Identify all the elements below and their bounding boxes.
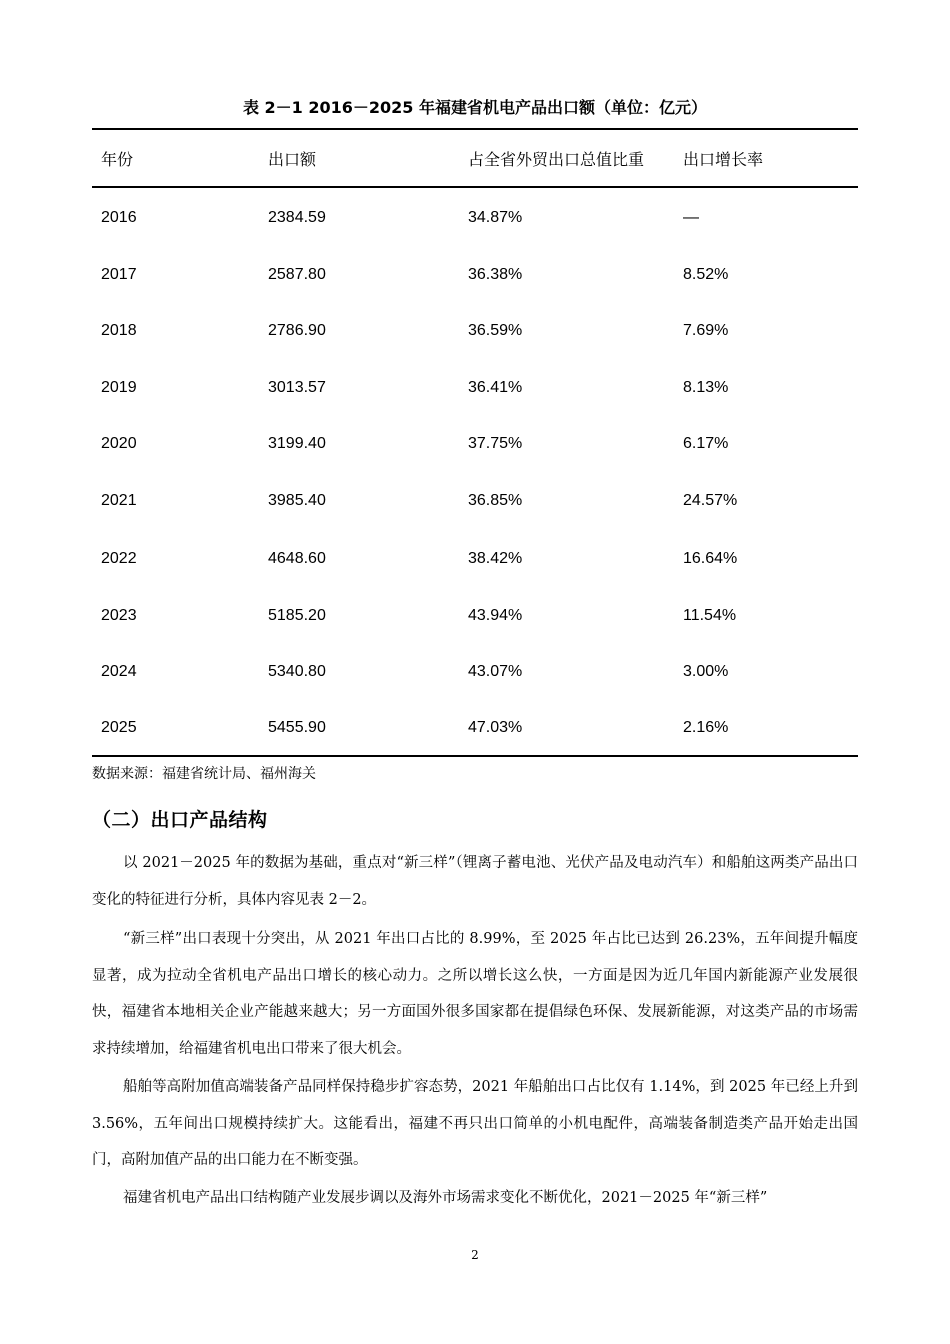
cell-export-value: 5455.90 [268,700,468,756]
header-export-value: 出口额 [268,129,468,187]
body-paragraph: 以 2021－2025 年的数据为基础，重点对“新三样”（锂离子蓄电池、光伏产品及电动汽车）和船舶这两类产品出口变化的特征进行分析，具体内容见表 2－2。 [92,855,858,908]
table-row [92,700,858,756]
body-paragraph: 船舶等高附加值高端装备产品同样保持稳步扩容态势，2021 年船舶出口占比仅有 1.14%，到 2025 年已经上升到 3.56%，五年间出口规模持续扩大。这能看出，福建不再只出口简单的小机电配件，高端装备制造类产品开始走出国门，高附加值产品的出口能力在不断变强。 [92,1079,858,1168]
table-row [92,303,858,359]
cell-export-value: 3199.40 [268,435,326,452]
cell-share: 37.75% [468,435,523,452]
cell-growth: 16.64% [683,549,738,567]
cell-growth: — [683,208,699,226]
cell-export-value: 5185.20 [268,607,326,624]
body-paragraph: “新三样”出口表现十分突出，从 2021 年出口占比的 8.99%，至 2025 年占比已达到 26.23%，五年间提升幅度显著，成为拉动全省机电产品出口增长的核心动力。之所以增长这么快，一方面是因为近几年国内新能源产业发展很快，福建省本地相关企业产能越来越大；另一方面国外很多国家都在提倡绿色环保、发展新能源，对这类产品的市场需求持续增加，给福建省机电出口带来了很大机会。 [92,931,858,1057]
cell-year: 2017 [101,266,137,283]
table-row [92,247,858,303]
cell-growth: 11.54% [683,607,737,624]
cell-share: 47.03% [468,700,683,756]
cell-growth: 3.00% [683,663,729,680]
cell-growth: 8.13% [683,378,729,396]
table-row [92,359,858,416]
cell-share: 36.85% [468,491,523,509]
cell-share: 43.07% [468,663,523,680]
body-paragraph: 福建省机电产品出口结构随产业发展步调以及海外市场需求变化不断优化，2021－2025 年“新三样” [123,1190,768,1206]
table-row [92,588,858,644]
cell-export-value: 3985.40 [268,491,326,509]
cell-growth: 6.17% [683,435,729,452]
cell-share: 43.94% [468,607,523,624]
cell-year: 2016 [101,208,137,226]
table-title: 表 2－1 2016－2025 年福建省机电产品出口额（单位：亿元） [242,98,708,117]
export-table [92,128,858,757]
cell-year: 2024 [101,663,137,680]
cell-year: 2018 [101,322,137,339]
cell-share: 36.38% [468,266,523,283]
cell-year: 2022 [101,549,137,567]
table-row [92,472,858,529]
cell-export-value: 2384.59 [268,208,326,226]
table-row [92,416,858,472]
header-growth: 出口增长率 [683,129,858,187]
cell-export-value: 2786.90 [268,322,326,339]
data-source-note: 数据来源：福建省统计局、福州海关 [92,766,316,782]
cell-growth: 24.57% [683,491,738,509]
section-heading: （二）出口产品结构 [92,809,268,831]
cell-export-value: 5340.80 [268,663,326,680]
cell-share: 34.87% [468,208,523,226]
cell-export-value: 2587.80 [268,266,326,283]
cell-year: 2021 [101,491,137,509]
header-share: 占全省外贸出口总值比重 [468,129,683,187]
cell-share: 36.41% [468,378,523,396]
cell-export-value: 3013.57 [268,378,326,396]
table-row [92,187,858,247]
table-header-row [92,129,858,187]
header-year: 年份 [92,129,268,187]
cell-year: 2023 [101,607,137,624]
table-row [92,644,858,700]
cell-share: 36.59% [468,322,523,339]
cell-year: 2025 [92,700,268,756]
cell-growth: 7.69% [683,322,729,339]
table-row [92,529,858,588]
cell-share: 38.42% [468,549,523,567]
cell-export-value: 4648.60 [268,549,326,567]
page-number: 2 [471,1248,479,1262]
cell-growth: 8.52% [683,266,729,283]
cell-year: 2019 [101,378,137,396]
cell-growth: 2.16% [683,700,858,756]
cell-year: 2020 [101,435,137,452]
